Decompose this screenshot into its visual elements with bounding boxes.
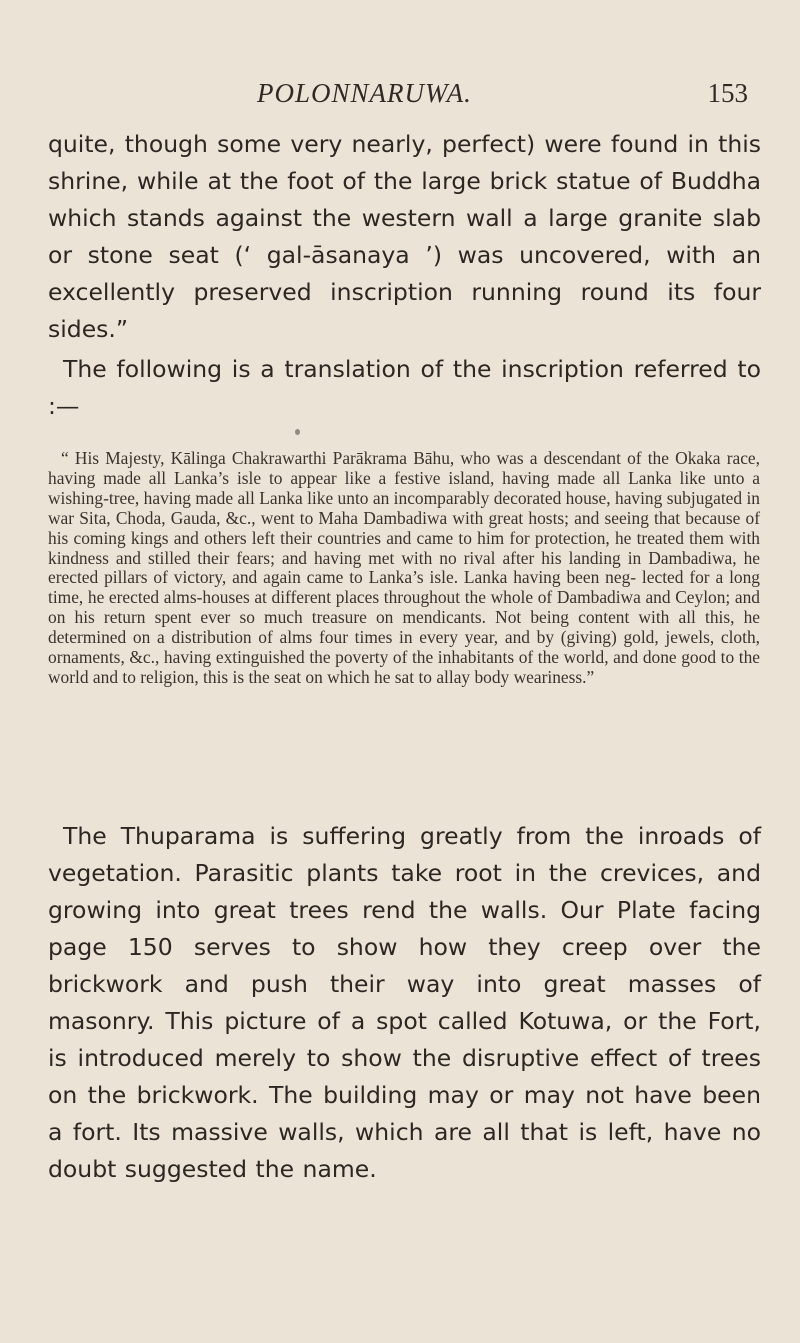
page-number: 153 (707, 78, 748, 108)
running-title: POLONNARUWA. (257, 78, 472, 108)
continuation-paragraph: quite, though some very nearly, perfect) were found in this shrine, while at the foot of the large brick statue of Buddha which stands against the western wall a large granite slab or stone seat (‘ gal-āsanaya ’) was uncovered, with an excellently preserved inscription running round its four sides.” (48, 130, 761, 343)
print-speck (295, 429, 300, 435)
inscription-quote: “ His Majesty, Kālinga Chakrawarthi Parākrama Bāhu, who was a descendant of the Okaka race, having made all Lanka’s isle to appear like a festive island, having made all Lanka like unto a wishing-tree, having made all Lanka like unto an incomparably decorated house, having subjugated in war Sita, Choda, Gauda, &c., went to Maha Dambadiwa with great hosts; and seeing that because of his coming kings and others left their countries and came to him for protection, he treated them with kindness and stilled their fears; and having met with no rival after his landing in Dambadiwa, he erected pillars of victory, and again came to Lanka’s isle. Lanka having been neg- lected for a long time, he erected alms-houses at different places throughout the whole of Dambadiwa and Ceylon; and on his return spent ever so much treasure on mendicants. Not being content with all this, he determined on a distribution of alms four times in every year, and by (giving) gold, jewels, cloth, ornaments, &c., having extinguished the poverty of the inhabitants of the world, and done good to the world and to religion, this is the seat on which he sat to allay body weariness.” (48, 448, 760, 687)
thuparama-paragraph: The Thuparama is suffering greatly from the inroads of vegetation. Parasitic plants take root in the crevices, and growing into great trees rend the walls. Our Plate facing page 150 serves to show how they creep over the brickwork and push their way into great masses of masonry. This picture of a spot called Kotuwa, or the Fort, is introduced merely to show the disruptive effect of trees on the brickwork. The building may or may not have been a fort. Its massive walls, which are all that is left, have no doubt suggested the name. (48, 822, 761, 1183)
intro-paragraph: The following is a translation of the inscription referred to :— (48, 355, 761, 420)
